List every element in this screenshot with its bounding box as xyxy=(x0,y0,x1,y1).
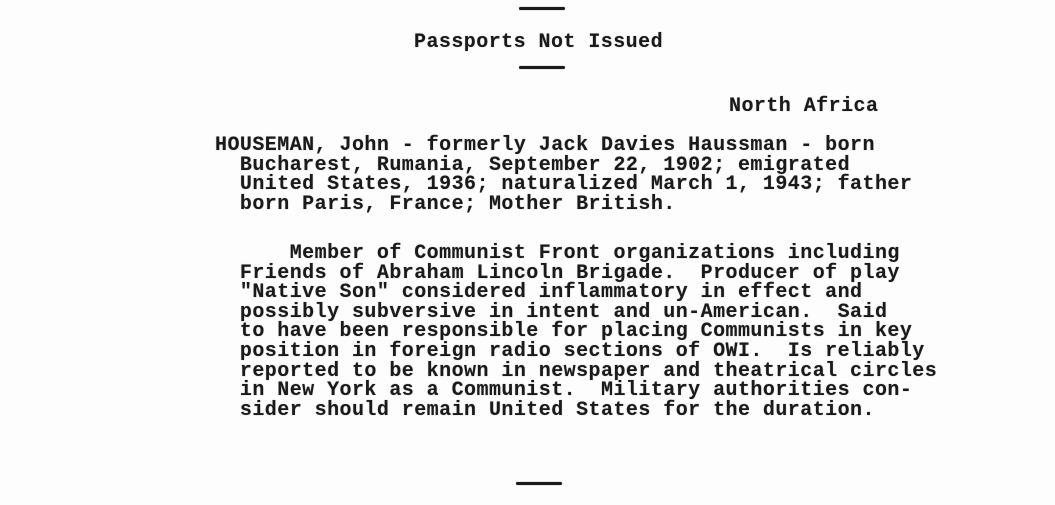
text-line: United States, 1936; naturalized March 1, 1943; father xyxy=(215,173,913,197)
paragraph-remarks xyxy=(215,244,937,420)
section-heading: North Africa xyxy=(729,95,879,118)
text-line: Member of Communist Front organizations including xyxy=(215,242,900,265)
text-line: to have been responsible for placing Communists in key xyxy=(215,320,913,344)
paragraph-biography xyxy=(215,136,912,214)
text-line: reported to be known in newspaper and theatrical circles xyxy=(215,359,938,383)
divider xyxy=(519,7,565,10)
text-line: "Native Son" considered inflammatory in effect and xyxy=(215,281,863,305)
page-title: Passports Not Issued xyxy=(414,31,664,54)
divider xyxy=(519,66,565,69)
text-line: in New York as a Communist. Military authorities con- xyxy=(215,379,913,403)
text-line: HOUSEMAN, John - formerly Jack Davies Haussman - born xyxy=(215,134,875,157)
text-line: Friends of Abraham Lincoln Brigade. Producer of play xyxy=(215,261,900,285)
text-line: born Paris, France; Mother British. xyxy=(215,192,676,216)
text-line: sider should remain United States for the duration. xyxy=(215,398,875,422)
divider xyxy=(516,482,562,485)
text-line: possibly subversive in intent and un-American. Said xyxy=(215,300,888,324)
text-line: position in foreign radio sections of OWI. Is reliably xyxy=(215,339,925,363)
text-line: Bucharest, Rumania, September 22, 1902; emigrated xyxy=(215,153,851,177)
